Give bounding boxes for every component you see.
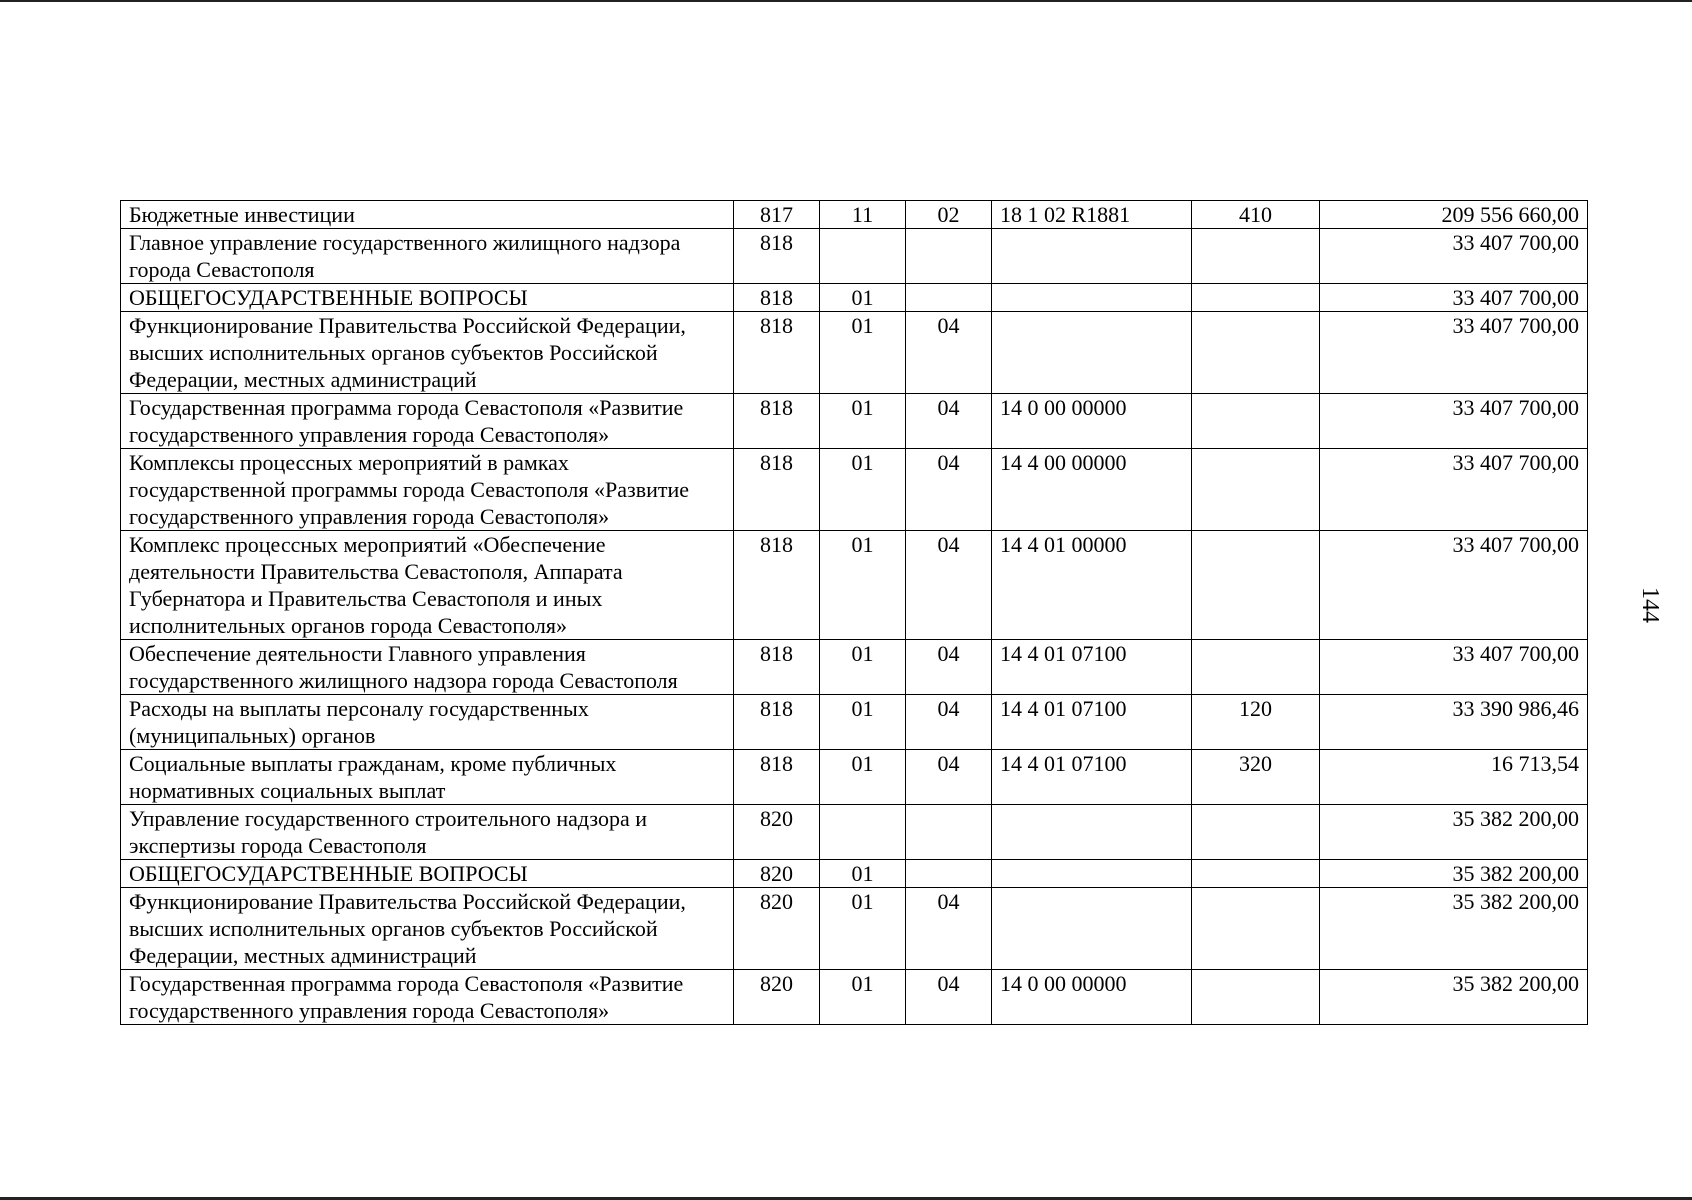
cell-sum: 33 407 700,00 <box>1320 449 1588 531</box>
cell-rz: 01 <box>820 284 906 312</box>
cell-ved: 818 <box>734 750 820 805</box>
cell-vr <box>1192 229 1320 284</box>
cell-name: Управление государственного строительного надзора и экспертизы города Севастополя <box>121 805 734 860</box>
page-number: 144 <box>1637 587 1663 623</box>
cell-csr <box>992 805 1192 860</box>
cell-pr: 04 <box>906 531 992 640</box>
cell-csr <box>992 312 1192 394</box>
cell-sum: 33 407 700,00 <box>1320 531 1588 640</box>
cell-vr <box>1192 284 1320 312</box>
cell-rz: 01 <box>820 695 906 750</box>
cell-name: Комплекс процессных мероприятий «Обеспечение деятельности Правительства Севастополя, Аппарата Губернатора и Правительства Севастополя и иных исполнительных органов города Севастополя» <box>121 531 734 640</box>
cell-name: Обеспечение деятельности Главного управления государственного жилищного надзора города Севастополя <box>121 640 734 695</box>
cell-name: Государственная программа города Севастополя «Развитие государственного управления города Севастополя» <box>121 394 734 449</box>
cell-name: ОБЩЕГОСУДАРСТВЕННЫЕ ВОПРОСЫ <box>121 860 734 888</box>
cell-vr <box>1192 640 1320 695</box>
cell-pr <box>906 284 992 312</box>
cell-rz: 01 <box>820 888 906 970</box>
table-row <box>121 750 1588 805</box>
top-border-line <box>0 0 1692 2</box>
cell-csr: 14 0 00 00000 <box>992 394 1192 449</box>
cell-rz: 01 <box>820 312 906 394</box>
table-row <box>121 970 1588 1025</box>
cell-rz: 01 <box>820 449 906 531</box>
cell-vr: 410 <box>1192 201 1320 229</box>
cell-csr: 14 4 01 00000 <box>992 531 1192 640</box>
cell-sum: 209 556 660,00 <box>1320 201 1588 229</box>
cell-ved: 818 <box>734 531 820 640</box>
cell-vr <box>1192 805 1320 860</box>
cell-pr: 04 <box>906 888 992 970</box>
cell-name: Расходы на выплаты персоналу государственных (муниципальных) органов <box>121 695 734 750</box>
cell-ved: 818 <box>734 284 820 312</box>
cell-vr <box>1192 312 1320 394</box>
table-row <box>121 695 1588 750</box>
table-row <box>121 312 1588 394</box>
table-row <box>121 640 1588 695</box>
cell-name: Функционирование Правительства Российской Федерации, высших исполнительных органов субъектов Российской Федерации, местных администраций <box>121 312 734 394</box>
cell-ved: 818 <box>734 394 820 449</box>
cell-ved: 818 <box>734 640 820 695</box>
cell-csr: 14 0 00 00000 <box>992 970 1192 1025</box>
cell-sum: 35 382 200,00 <box>1320 805 1588 860</box>
cell-ved: 820 <box>734 805 820 860</box>
cell-rz: 11 <box>820 201 906 229</box>
cell-sum: 33 407 700,00 <box>1320 312 1588 394</box>
cell-rz: 01 <box>820 394 906 449</box>
cell-csr: 14 4 00 00000 <box>992 449 1192 531</box>
cell-sum: 33 407 700,00 <box>1320 640 1588 695</box>
cell-pr: 04 <box>906 640 992 695</box>
cell-csr <box>992 860 1192 888</box>
cell-sum: 33 407 700,00 <box>1320 284 1588 312</box>
cell-vr <box>1192 449 1320 531</box>
cell-ved: 818 <box>734 695 820 750</box>
cell-rz: 01 <box>820 970 906 1025</box>
cell-name: Функционирование Правительства Российской Федерации, высших исполнительных органов субъектов Российской Федерации, местных администраций <box>121 888 734 970</box>
cell-pr <box>906 805 992 860</box>
cell-csr <box>992 229 1192 284</box>
cell-vr <box>1192 970 1320 1025</box>
cell-vr <box>1192 531 1320 640</box>
table-row <box>121 394 1588 449</box>
cell-sum: 35 382 200,00 <box>1320 888 1588 970</box>
cell-name: Главное управление государственного жилищного надзора города Севастополя <box>121 229 734 284</box>
cell-csr: 14 4 01 07100 <box>992 640 1192 695</box>
budget-table-body <box>121 201 1588 1025</box>
cell-rz <box>820 805 906 860</box>
cell-pr <box>906 229 992 284</box>
cell-vr <box>1192 394 1320 449</box>
cell-csr: 14 4 01 07100 <box>992 695 1192 750</box>
cell-ved: 818 <box>734 312 820 394</box>
cell-vr: 120 <box>1192 695 1320 750</box>
cell-rz: 01 <box>820 640 906 695</box>
cell-pr: 04 <box>906 970 992 1025</box>
cell-csr <box>992 284 1192 312</box>
cell-name: Бюджетные инвестиции <box>121 201 734 229</box>
cell-ved: 820 <box>734 888 820 970</box>
cell-vr <box>1192 888 1320 970</box>
cell-rz: 01 <box>820 531 906 640</box>
cell-sum: 35 382 200,00 <box>1320 970 1588 1025</box>
cell-pr <box>906 860 992 888</box>
cell-sum: 16 713,54 <box>1320 750 1588 805</box>
table-row <box>121 888 1588 970</box>
cell-rz: 01 <box>820 860 906 888</box>
cell-rz: 01 <box>820 750 906 805</box>
cell-sum: 33 407 700,00 <box>1320 229 1588 284</box>
cell-csr: 18 1 02 R1881 <box>992 201 1192 229</box>
cell-pr: 02 <box>906 201 992 229</box>
budget-table <box>120 200 1588 1025</box>
cell-pr: 04 <box>906 750 992 805</box>
cell-name: ОБЩЕГОСУДАРСТВЕННЫЕ ВОПРОСЫ <box>121 284 734 312</box>
cell-ved: 818 <box>734 229 820 284</box>
cell-csr <box>992 888 1192 970</box>
table-row <box>121 805 1588 860</box>
table-row <box>121 531 1588 640</box>
cell-pr: 04 <box>906 394 992 449</box>
cell-name: Государственная программа города Севастополя «Развитие государственного управления города Севастополя» <box>121 970 734 1025</box>
cell-ved: 820 <box>734 970 820 1025</box>
cell-csr: 14 4 01 07100 <box>992 750 1192 805</box>
cell-ved: 818 <box>734 449 820 531</box>
cell-rz <box>820 229 906 284</box>
cell-sum: 35 382 200,00 <box>1320 860 1588 888</box>
cell-name: Социальные выплаты гражданам, кроме публичных нормативных социальных выплат <box>121 750 734 805</box>
cell-sum: 33 407 700,00 <box>1320 394 1588 449</box>
table-row <box>121 449 1588 531</box>
cell-sum: 33 390 986,46 <box>1320 695 1588 750</box>
table-row <box>121 229 1588 284</box>
cell-vr: 320 <box>1192 750 1320 805</box>
table-row <box>121 201 1588 229</box>
cell-name: Комплексы процессных мероприятий в рамках государственной программы города Севастополя «Развитие государственного управления города Севастополя» <box>121 449 734 531</box>
cell-pr: 04 <box>906 449 992 531</box>
cell-pr: 04 <box>906 312 992 394</box>
table-row <box>121 284 1588 312</box>
cell-ved: 817 <box>734 201 820 229</box>
cell-vr <box>1192 860 1320 888</box>
table-row <box>121 860 1588 888</box>
cell-ved: 820 <box>734 860 820 888</box>
cell-pr: 04 <box>906 695 992 750</box>
